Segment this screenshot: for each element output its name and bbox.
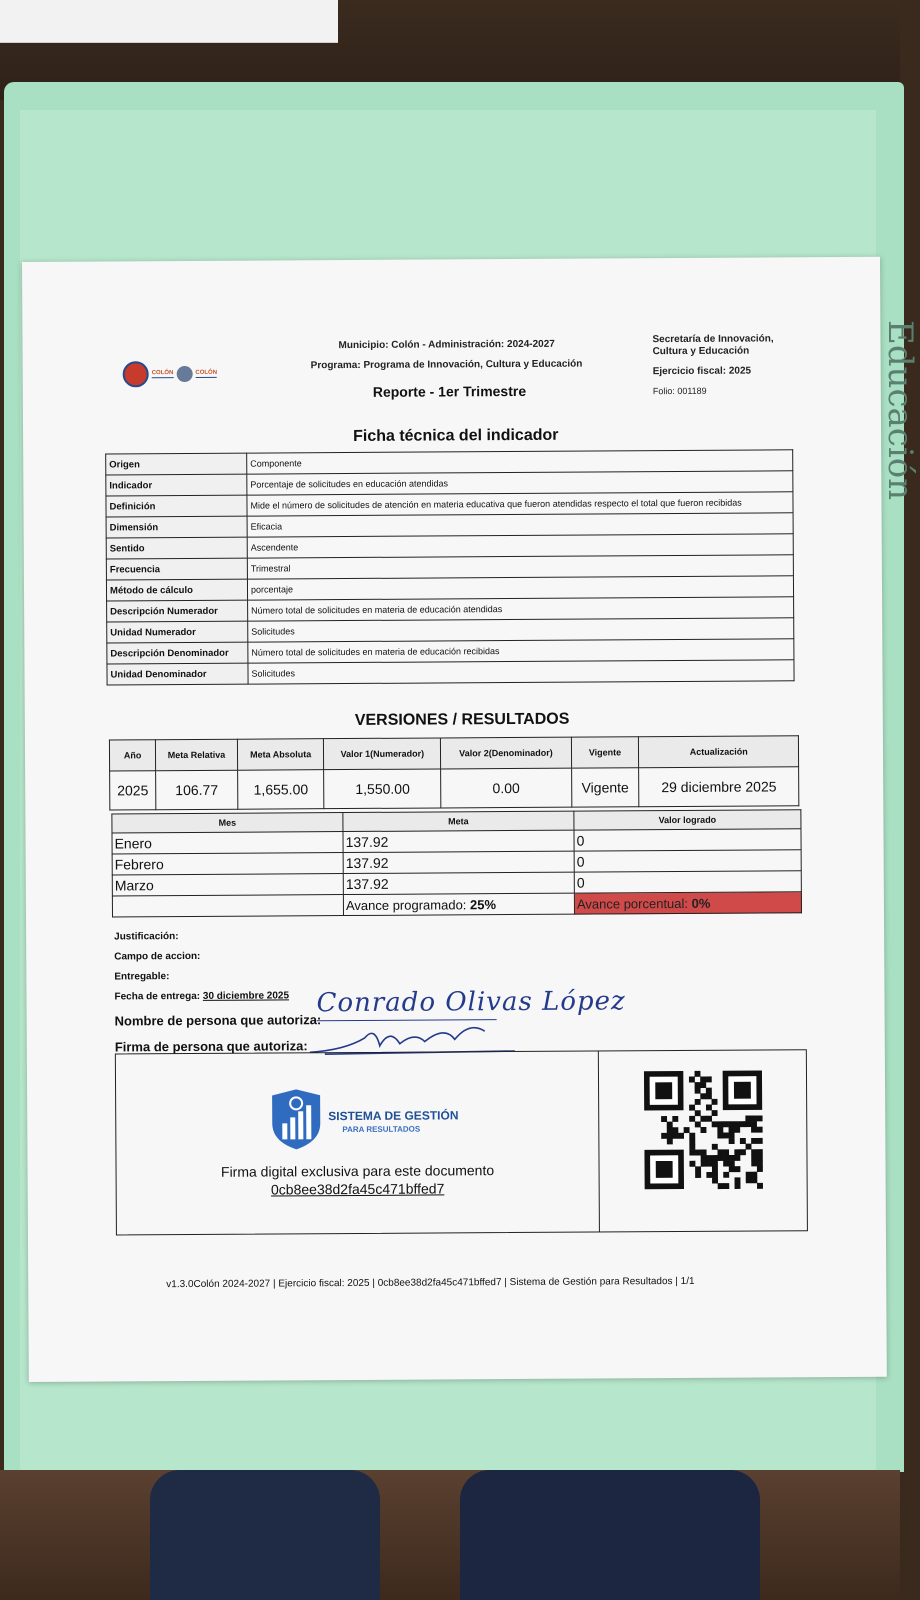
versiones-cell: Vigente bbox=[571, 768, 639, 807]
mes-mes: Marzo bbox=[112, 874, 343, 896]
versiones-header: Meta Relativa bbox=[156, 739, 238, 770]
mes-valor: 0 bbox=[574, 829, 801, 851]
qr-module bbox=[700, 1116, 706, 1122]
qr-module bbox=[729, 1161, 735, 1167]
qr-module bbox=[701, 1150, 707, 1156]
qr-module bbox=[667, 1127, 673, 1133]
qr-module bbox=[740, 1149, 746, 1155]
qr-module bbox=[717, 1149, 723, 1155]
mes-meta: 137.92 bbox=[343, 851, 574, 873]
mes-mes: Enero bbox=[112, 832, 343, 854]
qr-module bbox=[672, 1133, 678, 1139]
qr-module bbox=[701, 1161, 707, 1167]
qr-module bbox=[757, 1127, 763, 1133]
versiones-header: Meta Absoluta bbox=[237, 739, 324, 771]
meses-table bbox=[111, 809, 802, 917]
avance-empty bbox=[112, 895, 343, 917]
campo-accion-label: Campo de accion: bbox=[114, 950, 201, 963]
sgr-subtitle: PARA RESULTADOS bbox=[342, 1124, 421, 1135]
ficha-row bbox=[107, 660, 794, 685]
paper-sheet-top bbox=[0, 0, 338, 43]
qr-finder bbox=[644, 1150, 684, 1190]
qr-module bbox=[734, 1166, 740, 1172]
fecha-value: 30 diciembre 2025 bbox=[202, 990, 290, 1002]
firma-label: Firma de persona que autoriza: bbox=[114, 1038, 308, 1055]
qr-module bbox=[712, 1144, 718, 1150]
municipio-line: Municipio: Colón - Administración: 2024-2027 bbox=[338, 338, 555, 352]
sgr-shield-icon bbox=[268, 1089, 324, 1149]
logo-label-2: COLÓN bbox=[195, 369, 218, 376]
ficha-value: Trimestral bbox=[247, 555, 793, 579]
qr-module bbox=[729, 1138, 735, 1144]
ficha-key: Frecuencia bbox=[106, 558, 247, 580]
left-leg bbox=[150, 1470, 380, 1600]
qr-code-icon[interactable] bbox=[644, 1070, 763, 1189]
qr-module bbox=[757, 1115, 763, 1121]
ficha-key: Método de cálculo bbox=[106, 579, 247, 601]
fecha-label: Fecha de entrega: bbox=[114, 990, 201, 1003]
qr-module bbox=[684, 1127, 690, 1133]
firma-digital-hash: 0cb8ee38d2fa45c471bffed7 bbox=[270, 1180, 445, 1198]
report-title: Reporte - 1er Trimestre bbox=[372, 382, 527, 400]
qr-module bbox=[734, 1149, 740, 1155]
ficha-key: Unidad Numerador bbox=[107, 621, 248, 643]
ficha-key: Descripción Denominador bbox=[107, 642, 248, 664]
avance-row bbox=[112, 892, 801, 917]
qr-module bbox=[757, 1138, 763, 1144]
qr-module bbox=[706, 1088, 712, 1094]
entregable-label: Entregable: bbox=[114, 971, 170, 983]
qr-module bbox=[751, 1121, 757, 1127]
qr-module bbox=[746, 1177, 752, 1183]
qr-module bbox=[729, 1166, 735, 1172]
ficha-key: Definición bbox=[106, 495, 247, 517]
qr-module bbox=[695, 1071, 701, 1077]
qr-module bbox=[689, 1105, 695, 1111]
qr-module bbox=[695, 1088, 701, 1094]
ficha-value: Mide el número de solicitudes de atención en materia educativa que fueron atendidas respecto el total que fueron recibidas bbox=[247, 492, 793, 516]
justificacion-label: Justificación: bbox=[114, 931, 179, 943]
qr-module bbox=[751, 1177, 757, 1183]
qr-module bbox=[751, 1149, 757, 1155]
qr-module bbox=[757, 1149, 763, 1155]
qr-module bbox=[678, 1133, 684, 1139]
qr-module bbox=[717, 1133, 723, 1139]
qr-module bbox=[757, 1183, 763, 1189]
qr-module bbox=[667, 1138, 673, 1144]
qr-module bbox=[700, 1127, 706, 1133]
qr-module bbox=[740, 1138, 746, 1144]
nombre-autoriza: Conrado Olivas López bbox=[316, 986, 626, 1019]
qr-module bbox=[695, 1121, 701, 1127]
col-mes: Mes bbox=[112, 813, 343, 833]
ficha-key: Unidad Denominador bbox=[107, 663, 248, 685]
qr-module bbox=[695, 1172, 701, 1178]
qr-module bbox=[712, 1110, 718, 1116]
qr-module bbox=[751, 1127, 757, 1133]
ficha-value: Porcentaje de solicitudes en educación atendidas bbox=[247, 471, 793, 495]
qr-module bbox=[723, 1121, 729, 1127]
qr-module bbox=[751, 1172, 757, 1178]
qr-module bbox=[729, 1132, 735, 1138]
qr-module bbox=[672, 1116, 678, 1122]
qr-module bbox=[723, 1172, 729, 1178]
qr-module bbox=[751, 1160, 757, 1166]
qr-finder bbox=[723, 1070, 763, 1110]
ficha-value: Solicitudes bbox=[248, 618, 794, 642]
qr-module bbox=[706, 1155, 712, 1161]
qr-module bbox=[712, 1099, 718, 1105]
secretaria: Secretaría de Innovación, Cultura y Educación bbox=[652, 333, 774, 358]
ficha-key: Indicador bbox=[106, 474, 247, 496]
qr-module bbox=[661, 1133, 667, 1139]
qr-module bbox=[712, 1121, 718, 1127]
qr-module bbox=[695, 1110, 701, 1116]
qr-module bbox=[695, 1099, 701, 1105]
qr-module bbox=[712, 1161, 718, 1167]
qr-module bbox=[751, 1138, 757, 1144]
right-leg bbox=[460, 1470, 760, 1600]
ficha-value: Número total de solicitudes en materia de educación atendidas bbox=[248, 597, 794, 621]
ficha-title: Ficha técnica del indicador bbox=[353, 426, 559, 445]
qr-module bbox=[740, 1121, 746, 1127]
versiones-cell: 0.00 bbox=[441, 768, 572, 808]
qr-module bbox=[661, 1116, 667, 1122]
qr-module bbox=[672, 1127, 678, 1133]
fecha-entrega bbox=[114, 990, 289, 1002]
qr-module bbox=[712, 1178, 718, 1184]
ficha-value: Número total de solicitudes en materia de educación recibidas bbox=[248, 639, 794, 663]
qr-module bbox=[689, 1116, 695, 1122]
qr-module bbox=[689, 1138, 695, 1144]
qr-module bbox=[717, 1121, 723, 1127]
mes-meta: 137.92 bbox=[343, 830, 574, 852]
qr-module bbox=[706, 1161, 712, 1167]
qr-module bbox=[745, 1116, 751, 1122]
qr-module bbox=[712, 1166, 718, 1172]
ficha-value: porcentaje bbox=[247, 576, 793, 600]
ficha-key: Dimensión bbox=[106, 516, 247, 538]
qr-module bbox=[700, 1082, 706, 1088]
versiones-header: Valor 2(Denominador) bbox=[441, 737, 571, 769]
qr-module bbox=[757, 1160, 763, 1166]
qr-module bbox=[689, 1077, 695, 1083]
qr-module bbox=[723, 1149, 729, 1155]
qr-module bbox=[700, 1076, 706, 1082]
qr-module bbox=[695, 1150, 701, 1156]
qr-module bbox=[701, 1155, 707, 1161]
validation-box bbox=[115, 1049, 808, 1235]
programa-line: Programa: Programa de Innovación, Cultura y Educación bbox=[310, 358, 583, 372]
qr-module bbox=[689, 1144, 695, 1150]
ficha-value: Ascendente bbox=[247, 534, 793, 558]
qr-module bbox=[757, 1166, 763, 1172]
qr-module bbox=[667, 1133, 673, 1139]
ficha-value: Eficacia bbox=[247, 513, 793, 537]
versiones-cell: 1,550.00 bbox=[324, 769, 441, 809]
folio: Folio: 001189 bbox=[652, 385, 707, 397]
mes-valor: 0 bbox=[574, 871, 801, 893]
versiones-cell: 29 diciembre 2025 bbox=[639, 767, 799, 807]
qr-module bbox=[706, 1093, 712, 1099]
logos bbox=[123, 361, 218, 388]
nombre-label: Nombre de persona que autoriza: bbox=[114, 1012, 322, 1029]
ficha-key: Descripción Numerador bbox=[107, 600, 248, 622]
qr-module bbox=[734, 1121, 740, 1127]
qr-module bbox=[706, 1076, 712, 1082]
qr-module bbox=[723, 1155, 729, 1161]
ficha-value: Componente bbox=[247, 450, 793, 474]
ejercicio-fiscal: Ejercicio fiscal: 2025 bbox=[652, 365, 752, 378]
mes-meta: 137.92 bbox=[343, 872, 574, 894]
qr-finder bbox=[644, 1071, 684, 1111]
qr-module bbox=[734, 1127, 740, 1133]
versiones-header: Valor 1(Numerador) bbox=[324, 738, 441, 770]
avance-porcentual: Avance porcentual: 0% bbox=[574, 892, 801, 914]
versiones-header: Actualización bbox=[639, 736, 799, 768]
qr-module bbox=[689, 1150, 695, 1156]
document-footer: v1.3.0Colón 2024-2027 | Ejercicio fiscal: 2025 | 0cb8ee38d2fa45c471bffed7 | Sistema de Gestión para Resultados | 1/1 bbox=[166, 1275, 695, 1291]
qr-module bbox=[717, 1127, 723, 1133]
versiones-cell: 2025 bbox=[110, 771, 156, 810]
qr-module bbox=[695, 1082, 701, 1088]
qr-module bbox=[695, 1166, 701, 1172]
firma-digital-text: Firma digital exclusiva para este documento bbox=[220, 1162, 495, 1180]
validation-divider bbox=[598, 1051, 600, 1231]
floor bbox=[0, 1470, 900, 1600]
seal-icon bbox=[176, 366, 192, 382]
qr-module bbox=[706, 1105, 712, 1111]
versiones-cell: 1,655.00 bbox=[237, 770, 324, 810]
qr-module bbox=[667, 1122, 673, 1128]
ficha-key: Origen bbox=[106, 453, 247, 475]
qr-module bbox=[746, 1144, 752, 1150]
qr-module bbox=[751, 1155, 757, 1161]
qr-module bbox=[723, 1161, 729, 1167]
qr-module bbox=[746, 1172, 752, 1178]
versiones-cell: 106.77 bbox=[156, 770, 238, 809]
qr-module bbox=[723, 1133, 729, 1139]
sgr-title: SISTEMA DE GESTIÓN bbox=[328, 1108, 459, 1124]
logo-label: COLÓN bbox=[151, 370, 174, 377]
ficha-key: Sentido bbox=[106, 537, 247, 559]
qr-module bbox=[706, 1172, 712, 1178]
qr-module bbox=[757, 1155, 763, 1161]
qr-module bbox=[751, 1115, 757, 1121]
col-meta: Meta bbox=[343, 811, 574, 831]
qr-module bbox=[706, 1116, 712, 1122]
mes-mes: Febrero bbox=[112, 853, 343, 875]
qr-module bbox=[729, 1155, 735, 1161]
qr-module bbox=[723, 1183, 729, 1189]
qr-module bbox=[718, 1183, 724, 1189]
versiones-header: Año bbox=[109, 740, 155, 771]
ficha-value: Solicitudes bbox=[248, 660, 794, 684]
colon-logo-icon bbox=[123, 361, 149, 387]
versiones-header: Vigente bbox=[571, 737, 639, 768]
versiones-table bbox=[109, 735, 799, 810]
qr-module bbox=[700, 1093, 706, 1099]
mes-valor: 0 bbox=[574, 850, 801, 872]
qr-module bbox=[689, 1133, 695, 1139]
report-document bbox=[22, 257, 887, 1382]
ficha-table bbox=[105, 449, 794, 685]
qr-module bbox=[712, 1155, 718, 1161]
qr-module bbox=[729, 1127, 735, 1133]
qr-module bbox=[718, 1155, 724, 1161]
versiones-title: VERSIONES / RESULTADOS bbox=[354, 710, 570, 729]
qr-module bbox=[712, 1172, 718, 1178]
qr-module bbox=[734, 1155, 740, 1161]
avance-programado: Avance programado: 25% bbox=[343, 893, 574, 915]
qr-module bbox=[729, 1121, 735, 1127]
qr-module bbox=[735, 1183, 741, 1189]
qr-module bbox=[735, 1177, 741, 1183]
folder-handwriting: Educación bbox=[880, 320, 920, 501]
qr-module bbox=[689, 1161, 695, 1167]
qr-module bbox=[745, 1121, 751, 1127]
col-valor: Valor logrado bbox=[574, 810, 801, 830]
